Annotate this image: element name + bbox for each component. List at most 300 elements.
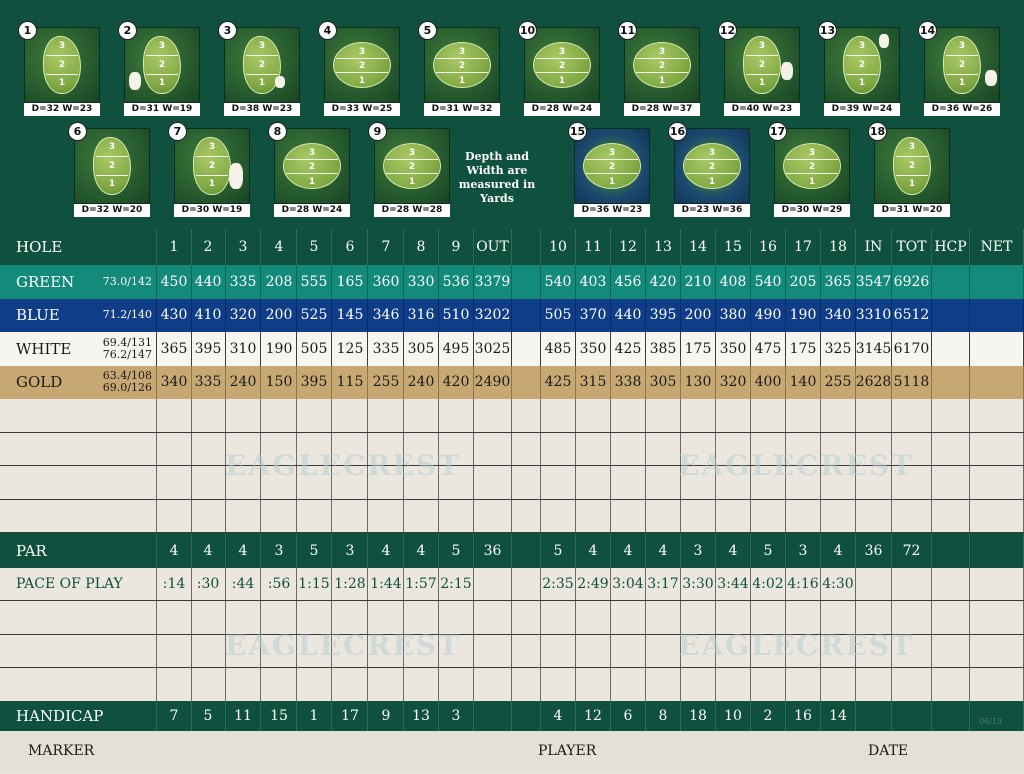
hole-cell[interactable] xyxy=(751,668,786,701)
hole-cell: 456 xyxy=(611,265,646,299)
green-zone-label: 2 xyxy=(558,61,566,72)
hole-cell[interactable] xyxy=(821,399,856,432)
hole-cell[interactable] xyxy=(157,601,192,634)
green-zone-label: 1 xyxy=(158,78,166,89)
out-cell[interactable] xyxy=(474,635,512,668)
hole-cell[interactable] xyxy=(611,466,646,499)
hole-cell[interactable] xyxy=(333,399,368,432)
hole-cell[interactable] xyxy=(439,500,474,533)
net-cell xyxy=(970,568,1024,600)
green-zone-label: 2 xyxy=(658,61,666,72)
out-cell[interactable] xyxy=(474,601,512,634)
hole-number-badge: 1 xyxy=(18,21,37,40)
hcp-cell[interactable] xyxy=(932,466,970,499)
green-image xyxy=(574,128,650,204)
hole-cell[interactable] xyxy=(786,668,821,701)
spacer-cell[interactable] xyxy=(512,668,541,701)
hole-number-header: 7 xyxy=(369,229,404,265)
hole-cell[interactable] xyxy=(333,668,368,701)
green-image xyxy=(224,27,300,103)
net-cell[interactable] xyxy=(970,433,1024,466)
hcp-cell[interactable] xyxy=(932,601,970,634)
green-image xyxy=(374,128,450,204)
hole-cell[interactable] xyxy=(576,500,611,533)
hole-diagram-15 xyxy=(569,125,650,218)
in-cell: 3547 xyxy=(856,265,892,299)
hole-diagram-18 xyxy=(869,125,950,218)
green-outline xyxy=(43,36,81,94)
hole-cell[interactable] xyxy=(191,635,226,668)
green-outline xyxy=(433,42,491,88)
hole-cell: 175 xyxy=(681,332,716,366)
tee-row-gold xyxy=(0,366,1024,400)
hcp-cell[interactable] xyxy=(932,399,970,432)
hole-cell: 385 xyxy=(646,332,681,366)
green-zone-label: 3 xyxy=(958,41,966,52)
net-header: NET xyxy=(970,229,1024,265)
green-dimensions: D=36 W=26 xyxy=(924,103,1000,116)
hole-cell: 200 xyxy=(262,299,297,333)
hole-cell[interactable] xyxy=(226,399,261,432)
hole-cell: 240 xyxy=(226,366,261,400)
in-cell[interactable] xyxy=(856,500,892,533)
spacer-cell[interactable] xyxy=(512,500,541,533)
row-label[interactable] xyxy=(0,668,157,701)
hole-cell: 18 xyxy=(681,701,716,731)
hole-diagram-4 xyxy=(323,24,400,117)
green-outline xyxy=(383,143,441,189)
green-outline xyxy=(283,143,341,189)
hole-cell[interactable] xyxy=(611,433,646,466)
green-image xyxy=(674,128,750,204)
hcp-cell xyxy=(932,701,970,731)
out-cell[interactable] xyxy=(474,433,512,466)
hole-cell[interactable] xyxy=(191,500,226,533)
net-cell[interactable] xyxy=(970,399,1024,432)
green-zone-label: 1 xyxy=(758,78,766,89)
hcp-header: HCP xyxy=(932,229,970,265)
hole-cell: 3:30 xyxy=(681,568,716,600)
hcp-cell xyxy=(932,366,970,400)
hole-cell: 115 xyxy=(333,366,368,400)
out-cell[interactable] xyxy=(474,466,512,499)
hole-cell[interactable] xyxy=(786,500,821,533)
total-cell xyxy=(892,701,932,731)
hole-cell: 4 xyxy=(404,533,439,568)
hole-cell[interactable] xyxy=(541,466,576,499)
hole-cell: 145 xyxy=(333,299,368,333)
hole-cell[interactable] xyxy=(541,399,576,432)
green-zone-label: 3 xyxy=(708,147,716,158)
course-rating xyxy=(70,366,157,400)
hole-cell: 208 xyxy=(262,265,297,299)
signature-row xyxy=(0,731,1024,771)
in-cell[interactable] xyxy=(856,668,892,701)
in-cell[interactable] xyxy=(856,399,892,432)
hole-cell: 3:44 xyxy=(716,568,751,600)
hole-cell: 4:02 xyxy=(751,568,786,600)
green-zone-label: 1 xyxy=(108,179,116,190)
eaglecrest-watermark: EAGLECREST xyxy=(225,629,461,662)
row-label[interactable] xyxy=(0,433,157,466)
hcp-cell xyxy=(932,533,970,568)
green-dimensions: D=40 W=23 xyxy=(724,103,800,116)
hole-cell[interactable] xyxy=(611,668,646,701)
green-zone-label: 3 xyxy=(558,46,566,57)
net-cell xyxy=(970,299,1024,333)
green-zone-label: 2 xyxy=(708,162,716,173)
hole-number-header: 17 xyxy=(786,229,821,265)
hole-cell: 505 xyxy=(297,332,332,366)
hole-cell[interactable] xyxy=(157,668,192,701)
hole-cell: 190 xyxy=(786,299,821,333)
hole-cell[interactable] xyxy=(404,668,439,701)
hole-cell[interactable] xyxy=(333,500,368,533)
spacer-cell[interactable] xyxy=(512,433,541,466)
hole-cell[interactable] xyxy=(369,399,404,432)
hole-cell: 7 xyxy=(157,701,192,731)
hole-cell: 370 xyxy=(576,299,611,333)
total-header: TOT xyxy=(892,229,932,265)
hole-number-header: 18 xyxy=(821,229,856,265)
row-label: HANDICAP xyxy=(0,701,157,731)
hole-cell[interactable] xyxy=(541,433,576,466)
out-cell xyxy=(474,701,512,731)
rating-slope: 73.0/142 xyxy=(102,274,152,288)
course-rating xyxy=(70,299,157,333)
green-outline xyxy=(783,143,841,189)
hole-number-badge: 10 xyxy=(518,21,537,40)
hole-cell[interactable] xyxy=(646,668,681,701)
hole-cell[interactable] xyxy=(786,399,821,432)
hole-number-badge: 9 xyxy=(368,122,387,141)
in-cell: 2628 xyxy=(856,366,892,400)
hole-number-header: 10 xyxy=(541,229,576,265)
hole-diagram-6 xyxy=(73,125,150,218)
hole-cell: 316 xyxy=(404,299,439,333)
out-cell[interactable] xyxy=(474,668,512,701)
hole-cell[interactable] xyxy=(751,500,786,533)
hole-cell[interactable] xyxy=(157,433,192,466)
green-image xyxy=(774,128,850,204)
hole-cell: 150 xyxy=(262,366,297,400)
bunker-shape xyxy=(275,76,285,88)
hcp-cell[interactable] xyxy=(932,668,970,701)
hole-cell: 420 xyxy=(646,265,681,299)
total-cell[interactable] xyxy=(892,668,932,701)
hole-cell: 325 xyxy=(821,332,856,366)
hole-cell: 14 xyxy=(821,701,856,731)
hole-cell: 425 xyxy=(611,332,646,366)
hole-cell[interactable] xyxy=(541,668,576,701)
net-cell[interactable] xyxy=(970,500,1024,533)
hole-number-header: 9 xyxy=(439,229,474,265)
hole-cell[interactable] xyxy=(191,668,226,701)
hole-cell: 536 xyxy=(439,265,474,299)
hole-cell: 255 xyxy=(369,366,404,400)
hole-cell[interactable] xyxy=(576,635,611,668)
hole-cell[interactable] xyxy=(262,399,297,432)
green-zone-label: 2 xyxy=(208,160,216,171)
score-entry-row xyxy=(0,668,1024,702)
hole-cell[interactable] xyxy=(646,399,681,432)
hole-cell[interactable] xyxy=(716,668,751,701)
green-zone-label: 3 xyxy=(758,41,766,52)
hole-cell: 450 xyxy=(157,265,192,299)
hole-cell: 205 xyxy=(786,265,821,299)
green-outline xyxy=(633,42,691,88)
hole-number-badge: 14 xyxy=(918,21,937,40)
green-dimensions: D=36 W=23 xyxy=(574,204,650,217)
rating-slope: 76.2/147 xyxy=(102,347,152,361)
hole-cell: 4 xyxy=(716,533,751,568)
hole-cell: 420 xyxy=(439,366,474,400)
row-label[interactable] xyxy=(0,399,157,432)
hole-cell[interactable] xyxy=(297,399,332,432)
hole-cell: 3:04 xyxy=(611,568,646,600)
hole-cell[interactable] xyxy=(751,399,786,432)
hole-cell[interactable] xyxy=(191,399,226,432)
hole-cell[interactable] xyxy=(716,399,751,432)
spacer-cell[interactable] xyxy=(512,399,541,432)
in-cell: 3310 xyxy=(856,299,892,333)
header-row xyxy=(0,229,1024,265)
net-cell xyxy=(970,366,1024,400)
hole-cell: 400 xyxy=(751,366,786,400)
total-cell[interactable] xyxy=(892,399,932,432)
hole-number-header: 1 xyxy=(157,229,192,265)
hole-number-header: 14 xyxy=(681,229,716,265)
green-zone-label: 1 xyxy=(208,179,216,190)
hole-cell: 240 xyxy=(404,366,439,400)
hole-diagram-9 xyxy=(373,125,450,218)
hole-cell[interactable] xyxy=(576,601,611,634)
hole-cell: 365 xyxy=(157,332,192,366)
hole-cell[interactable] xyxy=(646,466,681,499)
hole-cell[interactable] xyxy=(369,668,404,701)
hole-number-header: 13 xyxy=(646,229,681,265)
tee-name: GOLD xyxy=(0,366,157,400)
hcp-cell[interactable] xyxy=(932,433,970,466)
hole-cell: 320 xyxy=(716,366,751,400)
hole-cell: 165 xyxy=(333,265,368,299)
green-outline xyxy=(93,137,131,195)
hole-cell[interactable] xyxy=(439,399,474,432)
hole-cell[interactable] xyxy=(646,500,681,533)
hole-cell: 510 xyxy=(439,299,474,333)
green-zone-label: 2 xyxy=(908,160,916,171)
green-dimensions: D=39 W=24 xyxy=(824,103,900,116)
green-zone-label: 3 xyxy=(158,41,166,52)
row-label[interactable] xyxy=(0,635,157,668)
hole-cell[interactable] xyxy=(191,601,226,634)
hole-diagram-7 xyxy=(173,125,250,218)
hole-cell[interactable] xyxy=(541,500,576,533)
green-outline xyxy=(583,143,641,189)
course-rating xyxy=(70,332,157,366)
hole-cell: 340 xyxy=(157,366,192,400)
hole-diagram-12 xyxy=(719,24,800,117)
out-cell[interactable] xyxy=(474,500,512,533)
total-cell: 6512 xyxy=(892,299,932,333)
hole-cell[interactable] xyxy=(646,433,681,466)
hole-cell[interactable] xyxy=(297,500,332,533)
in-cell: 3145 xyxy=(856,332,892,366)
total-cell: 72 xyxy=(892,533,932,568)
net-cell xyxy=(970,332,1024,366)
course-rating xyxy=(70,265,157,299)
green-zone-label: 1 xyxy=(708,176,716,187)
green-zone-label: 1 xyxy=(308,176,316,187)
green-zone-label: 2 xyxy=(158,59,166,70)
hole-cell[interactable] xyxy=(541,601,576,634)
hole-cell[interactable] xyxy=(226,668,261,701)
in-cell xyxy=(856,701,892,731)
hole-cell[interactable] xyxy=(157,500,192,533)
hole-cell[interactable] xyxy=(541,635,576,668)
green-image xyxy=(24,27,100,103)
hole-cell[interactable] xyxy=(404,500,439,533)
total-cell: 6170 xyxy=(892,332,932,366)
hole-cell[interactable] xyxy=(262,500,297,533)
hole-cell[interactable] xyxy=(646,635,681,668)
hole-number-badge: 15 xyxy=(568,122,587,141)
green-dimensions: D=28 W=37 xyxy=(624,103,700,116)
hole-cell: 13 xyxy=(404,701,439,731)
hole-number-header: 6 xyxy=(333,229,368,265)
hole-diagram-11 xyxy=(619,24,700,117)
net-cell[interactable] xyxy=(970,466,1024,499)
green-outline xyxy=(333,42,391,88)
date-label: DATE xyxy=(868,743,909,759)
hole-cell: 350 xyxy=(576,332,611,366)
hole-cell: 490 xyxy=(751,299,786,333)
row-label[interactable] xyxy=(0,500,157,533)
hole-cell: 320 xyxy=(226,299,261,333)
hole-cell: 440 xyxy=(191,265,226,299)
hole-cell[interactable] xyxy=(681,500,716,533)
hole-cell: 1:15 xyxy=(297,568,332,600)
green-zone-label: 2 xyxy=(858,59,866,70)
hole-cell: 310 xyxy=(226,332,261,366)
spacer-cell xyxy=(512,265,541,299)
out-cell[interactable] xyxy=(474,399,512,432)
hole-cell: 130 xyxy=(681,366,716,400)
row-label[interactable] xyxy=(0,466,157,499)
hole-number-badge: 5 xyxy=(418,21,437,40)
row-label[interactable] xyxy=(0,601,157,634)
spacer-cell[interactable] xyxy=(512,635,541,668)
hole-cell[interactable] xyxy=(157,635,192,668)
green-image xyxy=(924,27,1000,103)
total-cell[interactable] xyxy=(892,500,932,533)
hole-cell[interactable] xyxy=(821,668,856,701)
hole-cell[interactable] xyxy=(576,466,611,499)
hole-cell[interactable] xyxy=(297,668,332,701)
hole-number-badge: 4 xyxy=(318,21,337,40)
player-label: PLAYER xyxy=(538,743,597,759)
hole-cell[interactable] xyxy=(576,399,611,432)
hole-cell[interactable] xyxy=(611,601,646,634)
hole-cell[interactable] xyxy=(681,668,716,701)
green-zone-label: 3 xyxy=(58,41,66,52)
hole-cell[interactable] xyxy=(716,500,751,533)
tee-row-green xyxy=(0,265,1024,299)
green-zone-label: 1 xyxy=(558,75,566,86)
hole-cell: :14 xyxy=(157,568,192,600)
hole-cell[interactable] xyxy=(576,433,611,466)
hole-cell: 346 xyxy=(369,299,404,333)
hole-cell: 4 xyxy=(646,533,681,568)
bunker-shape xyxy=(229,163,243,189)
hole-cell[interactable] xyxy=(439,668,474,701)
spacer-cell[interactable] xyxy=(512,466,541,499)
green-dimensions: D=30 W=29 xyxy=(774,204,850,217)
hole-cell[interactable] xyxy=(611,500,646,533)
hole-cell[interactable] xyxy=(611,399,646,432)
hole-cell[interactable] xyxy=(369,500,404,533)
hole-cell[interactable] xyxy=(191,466,226,499)
green-dimensions: D=31 W=32 xyxy=(424,103,500,116)
spacer-cell xyxy=(512,229,541,265)
green-dimensions: D=28 W=24 xyxy=(524,103,600,116)
hcp-cell[interactable] xyxy=(932,500,970,533)
spacer-cell xyxy=(512,701,541,731)
spacer-cell xyxy=(512,299,541,333)
hole-cell[interactable] xyxy=(157,466,192,499)
hcp-cell[interactable] xyxy=(932,635,970,668)
green-zone-label: 1 xyxy=(358,75,366,86)
green-zone-label: 1 xyxy=(658,75,666,86)
hole-cell[interactable] xyxy=(262,668,297,701)
hole-number-badge: 11 xyxy=(618,21,637,40)
net-cell xyxy=(970,265,1024,299)
net-cell[interactable] xyxy=(970,601,1024,634)
hcp-cell xyxy=(932,568,970,600)
hole-cell: 5 xyxy=(439,533,474,568)
hole-cell: 10 xyxy=(716,701,751,731)
hole-cell: 4:30 xyxy=(821,568,856,600)
hole-cell[interactable] xyxy=(646,601,681,634)
green-outline xyxy=(683,143,741,189)
rating-slope: 63.4/108 xyxy=(102,369,152,383)
hcp-cell xyxy=(932,265,970,299)
hole-cell: 475 xyxy=(751,332,786,366)
out-cell: 2490 xyxy=(474,366,512,400)
green-zone-label: 2 xyxy=(408,162,416,173)
hole-cell[interactable] xyxy=(191,433,226,466)
hole-cell[interactable] xyxy=(681,399,716,432)
hole-cell[interactable] xyxy=(404,399,439,432)
hole-cell[interactable] xyxy=(611,635,646,668)
net-cell[interactable] xyxy=(970,668,1024,701)
hole-cell: 340 xyxy=(821,299,856,333)
hole-cell: 8 xyxy=(646,701,681,731)
hole-cell[interactable] xyxy=(576,668,611,701)
green-image xyxy=(174,128,250,204)
hole-cell[interactable] xyxy=(226,500,261,533)
spacer-cell[interactable] xyxy=(512,601,541,634)
hole-cell[interactable] xyxy=(821,500,856,533)
net-cell[interactable] xyxy=(970,635,1024,668)
green-zone-label: 1 xyxy=(58,78,66,89)
hole-cell: 125 xyxy=(333,332,368,366)
hole-cell[interactable] xyxy=(157,399,192,432)
green-outline xyxy=(943,36,981,94)
green-zone-label: 2 xyxy=(308,162,316,173)
green-outline xyxy=(533,42,591,88)
tee-name: BLUE xyxy=(0,299,157,333)
